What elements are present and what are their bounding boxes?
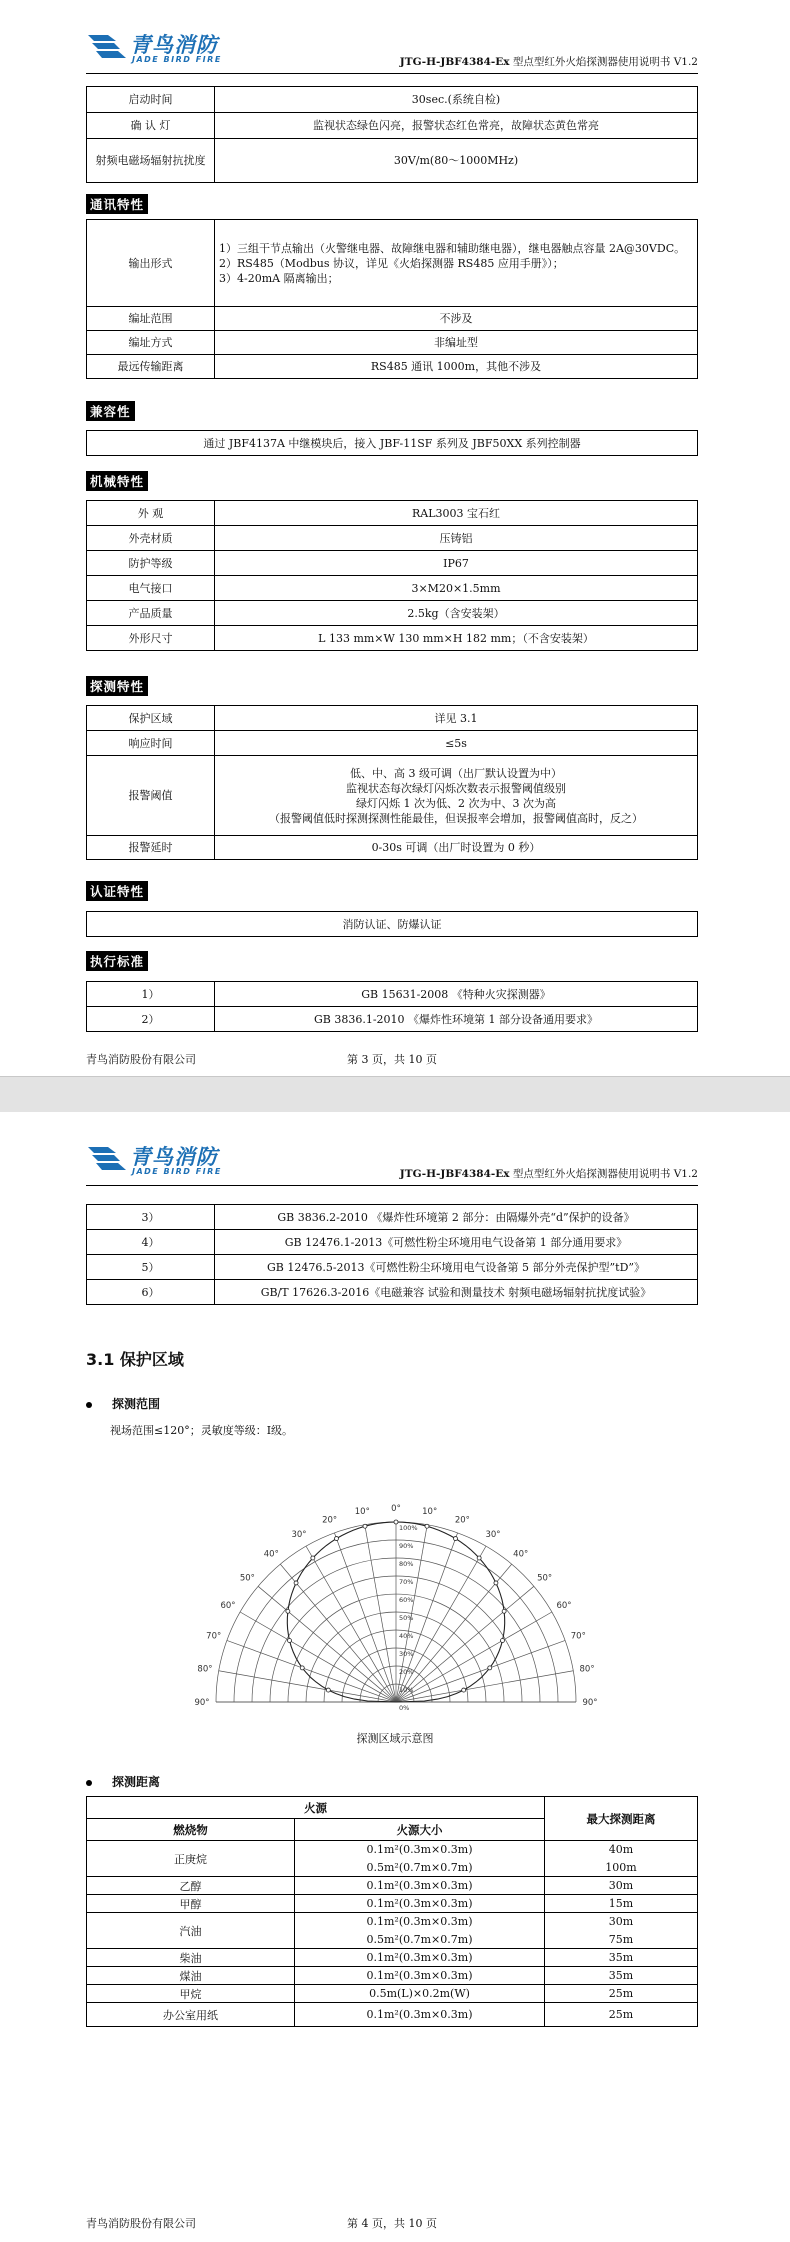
percent-label: 40%: [399, 1632, 414, 1640]
angle-label: 0°: [391, 1504, 401, 1514]
envelope-point: [288, 1639, 292, 1643]
size-cell: 0.5m²(0.7m×0.7m): [295, 1931, 545, 1949]
row-value: L 133 mm×W 130 mm×H 182 mm；（不含安装架）: [215, 626, 698, 651]
row-value: 压铸铝: [215, 526, 698, 551]
row-label: 报警延时: [87, 836, 215, 860]
distance-cell: 35m: [545, 1949, 698, 1967]
bullet-title: 探测距离: [112, 1775, 161, 1789]
document-title-text: 型点型红外火焰探测器使用说明书 V1.2: [509, 56, 698, 68]
angle-label: 60°: [556, 1601, 572, 1611]
envelope-point: [363, 1524, 367, 1528]
row-label: 产品质量: [87, 601, 215, 626]
std-value: GB 15631-2008 《特种火灾探测器》: [215, 982, 698, 1007]
page-header: [86, 1140, 698, 1186]
section-title-cert: 认证特性: [86, 881, 148, 901]
section-title-mech: 机械特性: [86, 471, 148, 491]
output-mode-cell: [215, 220, 698, 307]
document-code: JTG-H-JBF4384-Ex: [399, 1168, 510, 1180]
angle-label: 40°: [263, 1549, 279, 1560]
spec-table-cert: [86, 911, 698, 937]
percent-label: 30%: [399, 1650, 414, 1658]
fuel-cell: 办公室用纸: [87, 2003, 295, 2027]
cert-text: 消防认证、防爆认证: [87, 912, 698, 937]
percent-label: 0%: [399, 1704, 410, 1712]
fuel-cell: 甲烷: [87, 1985, 295, 2003]
fuel-cell: 汽油: [87, 1913, 295, 1949]
bird-logo-icon: [86, 1142, 128, 1176]
document-code: JTG-H-JBF4384-Ex: [399, 56, 510, 68]
section-title-compat: 兼容性: [86, 401, 135, 421]
size-cell: 0.5m²(0.7m×0.7m): [295, 1859, 545, 1877]
section-heading-3-1: 3.1 保护区域: [86, 1350, 184, 1369]
envelope-point: [326, 1688, 330, 1692]
distance-cell: 75m: [545, 1931, 698, 1949]
spec-table-std-continued: [86, 1204, 698, 1305]
row-label: 外形尺寸: [87, 626, 215, 651]
envelope-point: [294, 1581, 298, 1585]
size-cell: 0.1m²(0.3m×0.3m): [295, 2003, 545, 2027]
detection-area-diagram: [0, 1442, 790, 1732]
spec-table-std: [86, 981, 698, 1032]
row-label: 防护等级: [87, 551, 215, 576]
diagram-caption: 探测区域示意图: [356, 1732, 434, 1745]
envelope-point: [335, 1537, 339, 1541]
bullet-dot: [86, 1402, 92, 1408]
header-fire-source: 火源: [87, 1797, 545, 1819]
distance-table-body: [87, 1841, 698, 2027]
percent-label: 70%: [399, 1578, 414, 1586]
std-no: 1）: [87, 982, 215, 1007]
company-logo: [86, 1140, 286, 1182]
alarm-line: 监视状态每次绿灯闪烁次数表示报警阈值级别: [346, 781, 566, 795]
alarm-line: 绿灯闪烁 1 次为低、2 次为中、3 次为高: [356, 796, 556, 810]
fuel-cell: 煤油: [87, 1967, 295, 1985]
header-fire-size: 火源大小: [295, 1819, 545, 1841]
row-label: 响应时间: [87, 731, 215, 756]
envelope-point: [425, 1524, 429, 1528]
bird-logo-icon: [86, 30, 128, 64]
footer-page-number: 第 3 页，共 10 页: [347, 1053, 437, 1066]
output-line: 1）三组干节点输出（火警继电器、故障继电器和辅助继电器），继电器触点容量 2A@30VDC。: [219, 241, 686, 255]
percent-label: 80%: [399, 1560, 414, 1568]
row-value: 3×M20×1.5mm: [215, 576, 698, 601]
alarm-line: （报警阈值低时探测探测性能最佳，但误报率会增加，报警阈值高时，反之）: [269, 811, 643, 825]
distance-cell: 40m: [545, 1841, 698, 1859]
envelope-point: [488, 1666, 492, 1670]
header-max-distance: 最大探测距离: [545, 1797, 698, 1841]
distance-cell: 15m: [545, 1895, 698, 1913]
logo-text-cn: 青鸟消防: [130, 33, 218, 57]
std-no: 5）: [87, 1255, 215, 1280]
row-label: 编址方式: [87, 331, 215, 355]
angle-label: 50°: [239, 1573, 255, 1584]
company-logo: [86, 28, 286, 70]
table-row: [87, 1913, 698, 1931]
size-cell: 0.1m²(0.3m×0.3m): [295, 1913, 545, 1931]
logo-text-cn: 青鸟消防: [130, 1145, 218, 1169]
row-label: 输出形式: [87, 220, 215, 307]
row-value: 监视状态绿色闪亮，报警状态红色常亮，故障状态黄色常亮: [215, 113, 698, 139]
percent-label: 90%: [399, 1542, 414, 1550]
row-label: 射频电磁场辐射抗扰度: [87, 139, 215, 183]
spec-table-top: [86, 86, 698, 183]
envelope-point: [462, 1688, 466, 1692]
bullet-title: 探测范围: [112, 1397, 161, 1411]
percent-label: 10%: [399, 1686, 414, 1694]
output-line: 3）4-20mA 隔离输出；: [219, 271, 339, 285]
row-value: IP67: [215, 551, 698, 576]
distance-cell: 35m: [545, 1967, 698, 1985]
page-separator: [0, 1076, 790, 1114]
angle-label: 70°: [570, 1631, 586, 1642]
row-label: 电气接口: [87, 576, 215, 601]
std-value: GB 12476.5-2013《可燃性粉尘环境用电气设备第 5 部分外壳保护型”tD”》: [215, 1255, 698, 1280]
envelope-point: [477, 1556, 481, 1560]
distance-cell: 30m: [545, 1913, 698, 1931]
document-title: [400, 54, 698, 69]
section-title-std: 执行标准: [86, 951, 148, 971]
fuel-cell: 乙醇: [87, 1877, 295, 1895]
fuel-cell: 柴油: [87, 1949, 295, 1967]
envelope-point: [394, 1520, 398, 1524]
logo-text-en: JADE BIRD FIRE: [132, 55, 222, 64]
angle-label: 20°: [454, 1515, 470, 1526]
row-label: 确 认 灯: [87, 113, 215, 139]
std-no: 6）: [87, 1280, 215, 1305]
row-label: 编址范围: [87, 307, 215, 331]
size-cell: 0.1m²(0.3m×0.3m): [295, 1949, 545, 1967]
section-title-comm: 通讯特性: [86, 194, 148, 214]
footer-company: 青鸟消防股份有限公司: [86, 1053, 196, 1066]
row-value: RAL3003 宝石红: [215, 501, 698, 526]
angle-label: 90°: [194, 1698, 210, 1708]
bullet-detect-range: [86, 1395, 160, 1412]
compat-text: 通过 JBF4137A 中继模块后，接入 JBF-11SF 系列及 JBF50XX 系列控制器: [87, 431, 698, 456]
std-value: GB 12476.1-2013《可燃性粉尘环境用电气设备第 1 部分通用要求》: [215, 1230, 698, 1255]
envelope-point: [502, 1609, 506, 1613]
row-value: 不涉及: [215, 307, 698, 331]
envelope-point: [300, 1666, 304, 1670]
header-fuel: 燃烧物: [87, 1819, 295, 1841]
size-cell: 0.1m²(0.3m×0.3m): [295, 1967, 545, 1985]
spec-table-mech: [86, 500, 698, 651]
table-row: [87, 2003, 698, 2027]
bullet-dot: [86, 1780, 92, 1786]
angle-label: 90°: [582, 1698, 598, 1708]
angle-label: 20°: [322, 1515, 338, 1526]
spec-table-detect: [86, 705, 698, 860]
envelope-point: [311, 1556, 315, 1560]
row-label: 报警阈值: [87, 756, 215, 836]
std-no: 2）: [87, 1007, 215, 1032]
section-title-detect: 探测特性: [86, 676, 148, 696]
page-3: [0, 0, 790, 1076]
envelope-point: [494, 1581, 498, 1585]
angle-label: 70°: [206, 1631, 222, 1642]
grid-radial: [258, 1586, 396, 1702]
alarm-line: 低、中、高 3 级可调（出厂默认设置为中）: [350, 766, 562, 780]
size-cell: 0.1m²(0.3m×0.3m): [295, 1895, 545, 1913]
angle-label: 30°: [291, 1529, 307, 1540]
std-no: 3）: [87, 1205, 215, 1230]
row-label: 外壳材质: [87, 526, 215, 551]
page-4: [0, 1112, 790, 2242]
std-value: GB 3836.2-2010 《爆炸性环境第 2 部分：由隔爆外壳“d”保护的设备》: [215, 1205, 698, 1230]
footer-page-number: 第 4 页，共 10 页: [347, 2217, 437, 2230]
size-cell: 0.5m(L)×0.2m(W): [295, 1985, 545, 2003]
row-label: 启动时间: [87, 87, 215, 113]
footer-company: 青鸟消防股份有限公司: [86, 2217, 196, 2230]
table-row: [87, 1985, 698, 2003]
angle-label: 80°: [579, 1664, 595, 1675]
envelope-point: [453, 1537, 457, 1541]
page-header: [86, 28, 698, 74]
bullet-detect-distance: [86, 1773, 160, 1790]
range-description: 视场范围≤120°；灵敏度等级：Ⅰ级。: [110, 1424, 294, 1437]
grid-radial: [280, 1564, 396, 1702]
distance-cell: 25m: [545, 2003, 698, 2027]
row-value: ≤5s: [215, 731, 698, 756]
row-label: 最远传输距离: [87, 355, 215, 379]
angle-label: 10°: [422, 1506, 438, 1517]
fuel-cell: 甲醇: [87, 1895, 295, 1913]
distance-cell: 30m: [545, 1877, 698, 1895]
document-title-text: 型点型红外火焰探测器使用说明书 V1.2: [509, 1168, 698, 1180]
row-value: RS485 通讯 1000m，其他不涉及: [215, 355, 698, 379]
output-line: 2）RS485（Modbus 协议，详见《火焰探测器 RS485 应用手册》）；: [219, 256, 564, 270]
percent-label: 100%: [399, 1524, 418, 1532]
logo-text-en: JADE BIRD FIRE: [132, 1167, 222, 1176]
angle-label: 80°: [197, 1664, 213, 1675]
angle-label: 40°: [513, 1549, 529, 1560]
distance-table: [86, 1796, 698, 2027]
size-cell: 0.1m²(0.3m×0.3m): [295, 1841, 545, 1859]
table-row: [87, 1967, 698, 1985]
std-value: GB 3836.1-2010 《爆炸性环境第 1 部分设备通用要求》: [215, 1007, 698, 1032]
percent-label: 50%: [399, 1614, 414, 1622]
row-value: 非编址型: [215, 331, 698, 355]
row-value: 0-30s 可调（出厂时设置为 0 秒）: [215, 836, 698, 860]
table-row: [87, 1949, 698, 1967]
row-label: 外 观: [87, 501, 215, 526]
row-value: 30sec.(系统自检): [215, 87, 698, 113]
row-value: 2.5kg（含安装架）: [215, 601, 698, 626]
row-value: 30V/m(80～1000MHz): [215, 139, 698, 183]
std-value: GB/T 17626.3-2016《电磁兼容 试验和测量技术 射频电磁场辐射抗扰度试验》: [215, 1280, 698, 1305]
alarm-threshold-cell: [215, 756, 698, 836]
distance-cell: 100m: [545, 1859, 698, 1877]
angle-label: 50°: [537, 1573, 553, 1584]
envelope-point: [286, 1609, 290, 1613]
table-row: [87, 1841, 698, 1859]
size-cell: 0.1m²(0.3m×0.3m): [295, 1877, 545, 1895]
table-row: [87, 1895, 698, 1913]
row-value: 详见 3.1: [215, 706, 698, 731]
angle-label: 10°: [354, 1506, 370, 1517]
row-label: 保护区域: [87, 706, 215, 731]
distance-cell: 25m: [545, 1985, 698, 2003]
percent-label: 20%: [399, 1668, 414, 1676]
angle-label: 60°: [220, 1601, 236, 1611]
table-row: [87, 1877, 698, 1895]
spec-table-comm: [86, 219, 698, 379]
std-no: 4）: [87, 1230, 215, 1255]
fuel-cell: 正庚烷: [87, 1841, 295, 1877]
angle-label: 30°: [485, 1529, 501, 1540]
envelope-point: [500, 1639, 504, 1643]
spec-table-compat: [86, 430, 698, 456]
percent-label: 60%: [399, 1596, 414, 1604]
grid-radial: [396, 1586, 534, 1702]
document-title: [400, 1166, 698, 1181]
